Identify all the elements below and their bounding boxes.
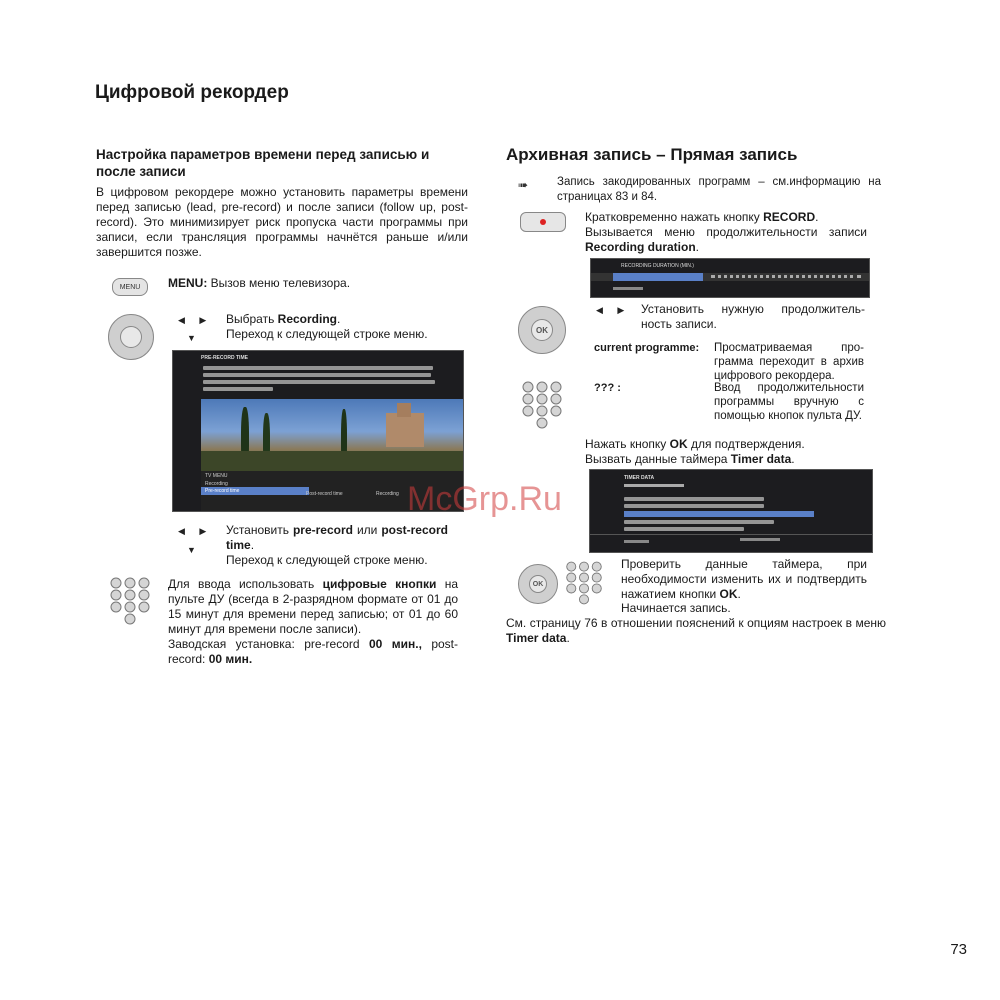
- set-pre-record: [226, 523, 448, 553]
- menu-text: Вызов меню телевизора.: [207, 276, 351, 290]
- digits-p1: Для ввода использовать: [168, 577, 323, 591]
- menu-called: [585, 225, 867, 255]
- nav-ring-icon: [108, 314, 154, 360]
- timer-screen-title: TIMER DATA: [624, 475, 655, 481]
- ok-label: OK: [531, 319, 553, 341]
- record-button-icon: [520, 212, 566, 232]
- select-bold: Recording: [277, 312, 338, 326]
- right-heading: Архивная запись – Прямая запись: [506, 145, 798, 164]
- screen-menu-item-1: Recording: [205, 481, 228, 487]
- next-line-text-2: Переход к следующей строке меню.: [226, 553, 428, 567]
- menu-called-bold: Recording duration: [585, 240, 696, 254]
- option-manual-label: ??? :: [594, 382, 621, 394]
- see-page: [506, 616, 886, 646]
- select-prefix: Выбрать: [226, 312, 278, 326]
- timer-data-screen: [589, 469, 873, 553]
- keypad-icon: [108, 576, 152, 626]
- see-bold: Timer data: [506, 631, 567, 645]
- press-suffix: .: [815, 210, 819, 224]
- left-right-arrows-icon-2: ◀ ▶: [178, 526, 213, 536]
- ok-suffix: для подтверждения.: [687, 437, 805, 451]
- timer-prefix: Вызвать данные таймера: [585, 452, 731, 466]
- select-suffix: .: [337, 312, 341, 326]
- ok-ring-icon-2: [518, 564, 558, 604]
- press-bold: RECORD: [763, 210, 816, 224]
- reference-arrow-icon: ➠: [518, 178, 529, 192]
- set-bold1: pre-record: [292, 523, 353, 537]
- press-record: [585, 210, 867, 225]
- default-b1: 00 мин.,: [368, 637, 422, 651]
- press-prefix: Кратковременно нажать кнопку: [585, 210, 764, 224]
- set-duration: Установить нужную продолжитель- ность записи.: [641, 302, 865, 331]
- left-heading: Настройка параметров времени перед записью и после записи: [96, 147, 430, 179]
- down-arrow-icon: ▼: [187, 333, 202, 343]
- menu-bold: MENU:: [168, 276, 208, 290]
- keypad-icon-2: [520, 380, 564, 430]
- option-current-text: Просматриваемая про- грамма переходит в архив цифрового рекордера.: [714, 342, 864, 382]
- left-right-arrows-icon: ◀ ▶: [178, 315, 213, 325]
- check-bold: OK: [719, 587, 738, 601]
- screen-text-lines: [197, 363, 437, 394]
- screen-title: PRE-RECORD TIME: [201, 355, 248, 361]
- set-bold2: post-record time: [226, 523, 448, 552]
- see-p2: .: [566, 631, 570, 645]
- watermark: McGrp.Ru: [407, 480, 562, 518]
- check-p2: .: [737, 587, 741, 601]
- check-p1: Проверить данные таймера, при необходимости изменить их и подтвердить нажатием кнопки: [621, 557, 867, 601]
- ok-confirm: [585, 437, 867, 452]
- set-mid: или: [352, 523, 382, 537]
- keypad-icon-3: [564, 560, 604, 606]
- left-intro: В цифровом рекордере можно установить параметры времени перед записью (lead, pre-record) и после записи (follow up, post-record). Это минимизирует риск пропуска части программы при записи, если трансляция программы начнётся раньше и/или завершится позже.: [96, 185, 468, 259]
- digits-bold: цифровые кнопки: [322, 577, 437, 591]
- set-prefix: Установить: [226, 523, 293, 537]
- timer-bold: Timer data: [730, 452, 792, 466]
- recording-starts: Начинается запись.: [621, 601, 731, 615]
- ok-ring-icon: [518, 306, 566, 354]
- ok-label-2: OK: [529, 575, 547, 593]
- default-setting: [168, 637, 458, 667]
- down-arrow-icon-2: ▼: [187, 545, 202, 555]
- menu-called-suffix: .: [695, 240, 700, 254]
- option-manual-text: Ввод продолжительности программы вручную с помощью кнопок пульта ДУ.: [714, 382, 864, 422]
- reference-text: Запись закодированных программ – см.информацию на страницах 83 и 84.: [557, 176, 881, 203]
- screen-menu-item-0: TV MENU: [205, 473, 228, 479]
- check-timer: [621, 557, 867, 602]
- screen-menu-item-3: Post-record time: [306, 491, 343, 497]
- see-p1: См. страницу 76 в отношении пояснений к опциям настроек в меню: [506, 616, 886, 630]
- next-line-text: Переход к следующей строке меню.: [226, 327, 428, 341]
- default-p2: post-record:: [168, 637, 458, 666]
- option-current-label: current programme:: [594, 342, 700, 354]
- left-right-arrows-icon-3: ◀ ▶: [596, 305, 631, 315]
- select-recording: [226, 312, 466, 327]
- recording-duration-screen: [590, 258, 870, 298]
- timer-call: [585, 452, 867, 467]
- digits-p2: на пульте ДУ (всегда в 2-разрядном формате от 01 до 15 минут для времени перед записью; от 01 до 60 минут для времени после записи).: [168, 577, 459, 636]
- rec-screen-title: RECORDING DURATION (MIN.): [621, 263, 694, 269]
- landscape-image: [201, 399, 463, 471]
- menu-called-text: Вызывается меню продолжительности записи: [585, 225, 867, 239]
- default-p1: Заводская установка: pre-record: [168, 637, 369, 651]
- menu-instruction: [168, 276, 468, 291]
- screen-menu-item-4: Recording: [376, 491, 399, 497]
- ok-prefix: Нажать кнопку: [585, 437, 670, 451]
- menu-icon-label: MENU: [119, 283, 141, 291]
- ok-bold: OK: [669, 437, 688, 451]
- timer-suffix: .: [791, 452, 795, 466]
- page-number: 73: [950, 941, 967, 958]
- section-title: Цифровой рекордер: [95, 82, 289, 103]
- digit-instruction: [168, 577, 458, 637]
- menu-button-icon: [112, 278, 148, 296]
- set-suffix: .: [250, 538, 255, 552]
- screen-menu-item-2: Pre-record time: [201, 487, 309, 495]
- default-b2: 00 мин.: [208, 652, 253, 666]
